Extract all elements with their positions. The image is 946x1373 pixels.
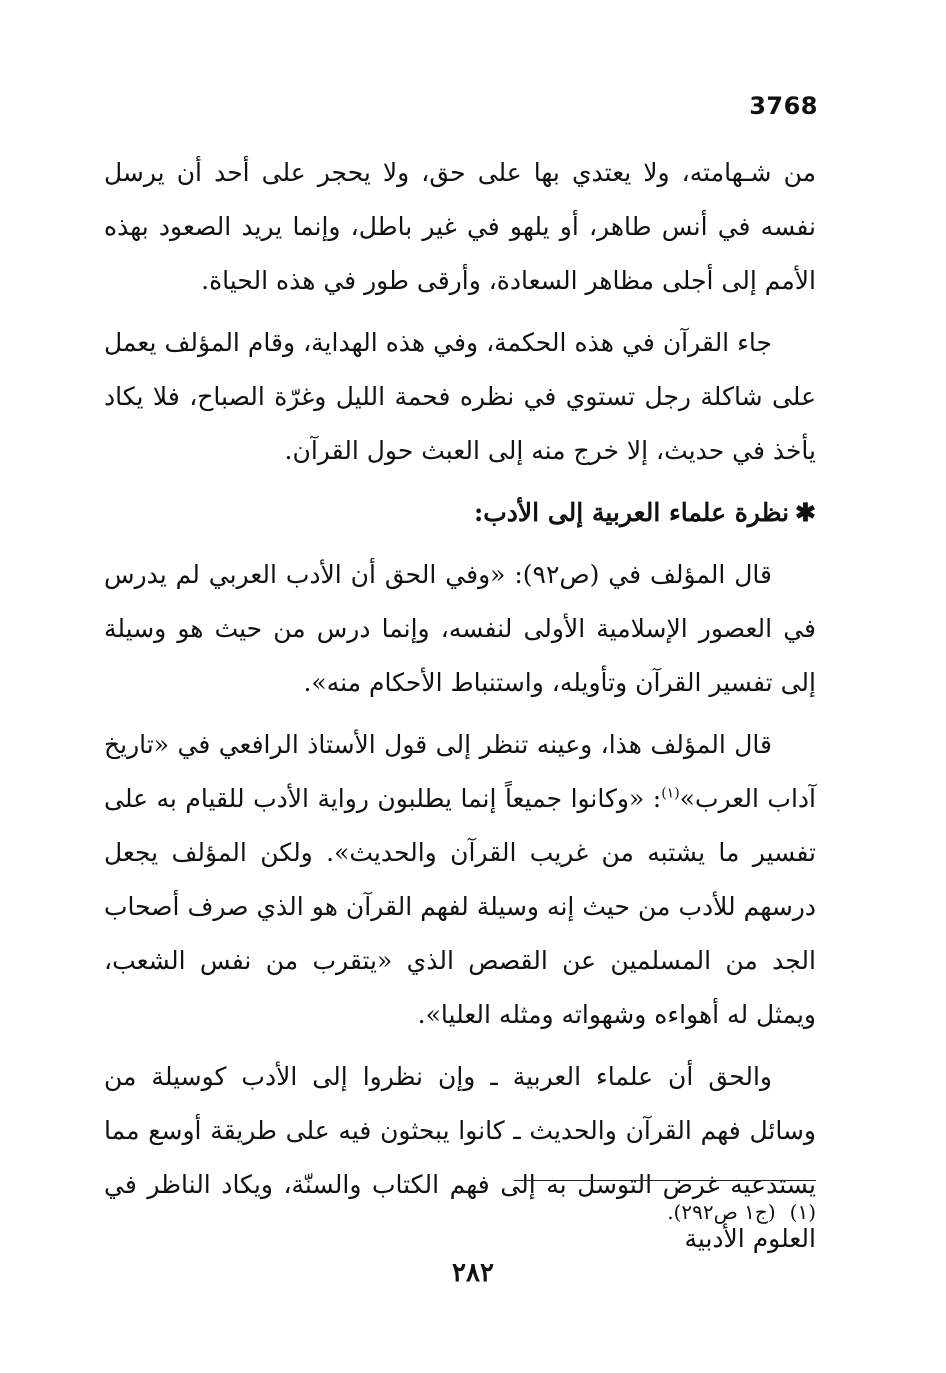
- footnote-mark: (١): [789, 1200, 816, 1224]
- paragraph-1: من شـهامته، ولا يعتدي بها على حق، ولا يحجر على أحد أن يرسل نفسه في أنس طاهر، أو يلهو في غير باطل، وإنما يريد الصعود بهذه الأمم إلى أجلى مظاهر السعادة، وأرقى طور في هذه الحياة.: [104, 158, 816, 295]
- paragraph-3: قال المؤلف في (ص٩٢): «وفي الحق أن الأدب العربي لم يدرس في العصور الإسلامية الأولى لنفسه، وإنما درس من حيث هو وسيلة إلى تفسير القرآن وتأويله، واستنباط الأحكام منه».: [104, 560, 816, 697]
- section-heading: [104, 486, 816, 540]
- paragraph-4-part2: : «وكانوا جميعاً إنما يطلبون رواية الأدب للقيام به على تفسير ما يشتبه من غريب القرآن والحديث». ولكن المؤلف يجعل درسهم للأدب من حيث إنه وسيلة لفهم القرآن هو الذي صرف أصحاب الجد من المسلمين عن القصص الذي «يتقرب من نفس الشعب، ويمثل له أهواءه وشهواته ومثله العليا».: [104, 784, 816, 1029]
- page-id-number: 3768: [749, 92, 818, 120]
- footnote-divider: [514, 1180, 816, 1181]
- paragraph-5: والحق أن علماء العربية ـ وإن نظروا إلى الأدب كوسيلة من وسائل فهم القرآن والحديث ـ كانوا يبحثون فيه على طريقة أوسع مما يستدعيه غرض التوسل به إلى فهم الكتاب والسنّة، ويكاد الناظر في العلوم الأدبية: [104, 1062, 817, 1253]
- footnote-reference: (١): [661, 785, 680, 802]
- page-folio-number: ٢٨٢: [452, 1258, 494, 1288]
- paragraph-2: جاء القرآن في هذه الحكمة، وفي هذه الهداية، وقام المؤلف يعمل على شاكلة رجل تستوي في نظره فحمة الليل وغرّة الصباح، فلا يكاد يأخذ في حديث، إلا خرج منه إلى العبث حول القرآن.: [104, 328, 816, 465]
- footnote: [667, 1196, 816, 1228]
- section-heading-text: نظرة علماء العربية إلى الأدب:: [474, 498, 790, 527]
- body-text: [104, 146, 816, 1274]
- footnote-text: (ج١ ص٢٩٢).: [667, 1200, 776, 1224]
- asterisk-icon: ✱: [795, 498, 816, 527]
- paragraph-4-part1: قال المؤلف هذا، وعينه تنظر إلى قول الأستاذ الرافعي في «تاريخ آداب العرب»: [104, 730, 816, 813]
- paragraph-4: [104, 718, 816, 1042]
